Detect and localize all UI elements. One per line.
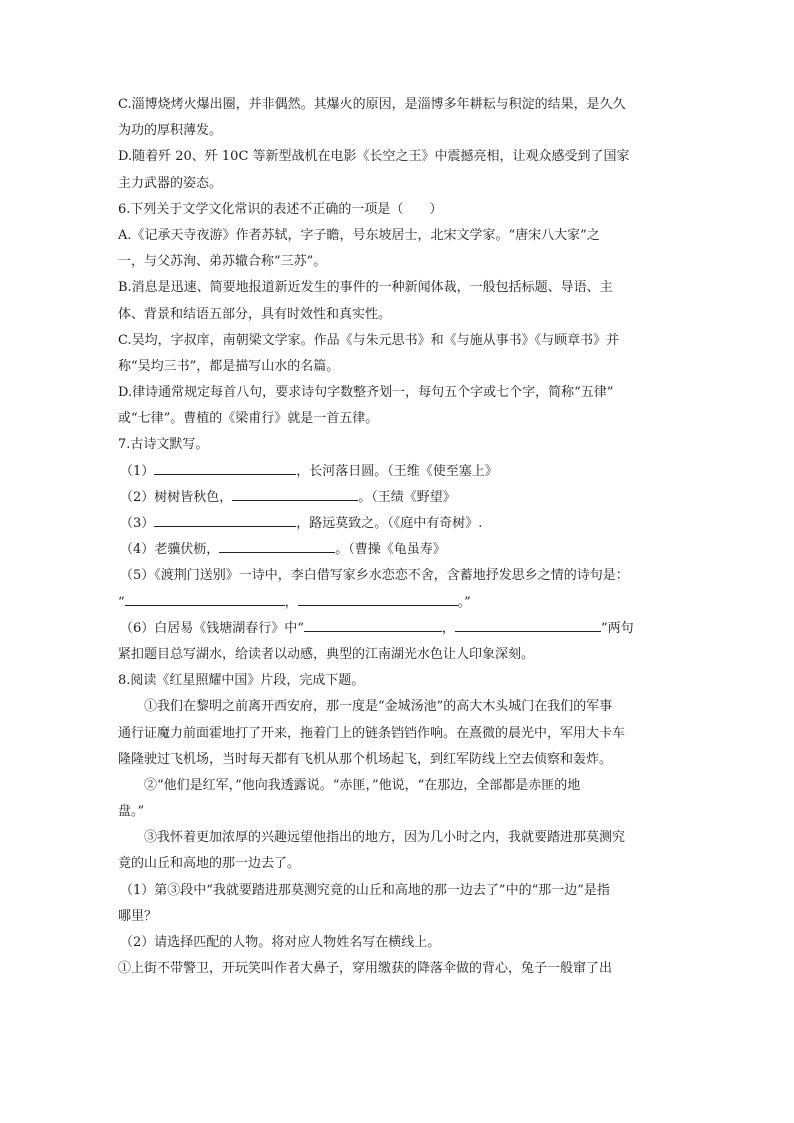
q7-item-6-comma: ， <box>441 620 455 636</box>
q7-item-4-blank[interactable] <box>219 538 335 553</box>
q7-item-3-prefix: （3） <box>120 516 155 531</box>
passage-p2-line-1: ②“他们是红军，”他向我透露说。“赤匪，”他说，“在那边，全部都是赤匪的地 <box>144 777 581 793</box>
passage-p3-line-2: 竟的山丘和高地的那一边去了。 <box>118 856 301 872</box>
question-8-stem: 8.阅读《红星照耀中国》片段，完成下题。 <box>118 673 365 689</box>
q7-item-5-open-quote: “ <box>118 594 125 610</box>
q7-item-1-prefix: （1） <box>120 463 155 479</box>
passage-p2-line-2: 盘。” <box>118 804 145 820</box>
q7-item-2-prefix: （2）树树皆秋色， <box>120 489 233 505</box>
question-7-stem: 7.古诗文默写。 <box>118 437 209 453</box>
q7-item-1-blank[interactable] <box>154 460 296 475</box>
passage-p1-line-3: 隆隆驶过飞机场，当时每天都有飞机从那个机场起飞，到红军防线上空去侦察和轰炸。 <box>118 751 613 767</box>
q7-item-1-suffix: ，长河落日圆。（王维《使至塞上》 <box>296 463 498 479</box>
q7-item-6-blank-2[interactable] <box>455 617 601 632</box>
q7-item-3-suffix: ，路远莫致之。（《庭中有奇树》. <box>296 516 483 531</box>
option-d-line-2: 主力武器的姿态。 <box>118 175 223 191</box>
passage-p3-line-1: ③我怀着更加浓厚的兴趣远望他指出的地方，因为几小时之内，我就要踏进那莫测究 <box>144 830 626 846</box>
q7-item-5-close-quote: 。” <box>457 594 471 610</box>
q7-item-6 <box>118 616 676 642</box>
option-d-line-1: D.随着歼 20、歼 10C 等新型战机在电影《长空之王》中震撼亮相，让观众感受到了国家 <box>118 149 630 165</box>
q8-sub-2: （2）请选择匹配的人物。将对应人物姓名写在横线上。 <box>120 935 441 950</box>
q7-item-4-prefix: （4）老骥伏枥， <box>120 542 220 558</box>
q6-option-a-line-2: 一，与父苏洵、弟苏辙合称“三苏”。 <box>118 254 327 270</box>
q7-item-3 <box>118 511 676 537</box>
q7-item-6-suffix: ”两句 <box>600 620 634 636</box>
q7-item-3-blank[interactable] <box>154 512 296 527</box>
passage-p1-line-2: 通行证魔力前面霍地打了开来，拖着门上的链条铛铛作响。在熹微的晨光中，军用大卡车 <box>118 725 626 741</box>
q7-item-5-comma: ， <box>284 594 298 610</box>
q7-item-5-answer <box>118 590 676 616</box>
question-6-stem: 6.下列关于文学文化常识的表述不正确的一项是（ ） <box>118 201 443 217</box>
q6-option-c-line-2: 称“吴均三书”，都是描写山水的名篇。 <box>118 358 340 374</box>
q6-option-b-line-2: 体、背景和结语五部分，具有时效性和真实性。 <box>118 306 392 322</box>
q8-sub-1-line-1: （1）第③段中“我就要踏进那莫测究竟的山丘和高地的那一边去了”中的“那一边”是指 <box>120 882 610 898</box>
q7-item-2 <box>118 485 676 511</box>
q6-option-c-line-1: C.吴均，字叔庠，南朝梁文学家。作品《与朱元思书》和《与施从事书》《与顾章书》并 <box>118 332 620 348</box>
q7-item-5-stem: （5）《渡荆门送别》一诗中，李白借写家乡水恋恋不舍，含蓄地抒发思乡之情的诗句是： <box>120 568 629 584</box>
q8-sub-2-item-1: ①上街不带警卫，开玩笑叫作者大鼻子，穿用缴获的降落伞做的背心，兔子一般窜了出 <box>118 961 613 977</box>
q6-option-d-line-1: D.律诗通常规定每首八句，要求诗句字数整齐划一，每句五个字或七个字，简称“五律” <box>118 385 614 401</box>
q6-option-d-line-2: 或“七律”。曹植的《梁甫行》就是一首五律。 <box>118 411 379 427</box>
q7-item-2-blank[interactable] <box>232 486 358 501</box>
q7-item-6-prefix: （6）白居易《钱塘湖春行》中“ <box>120 620 304 636</box>
passage-p1-line-1: ①我们在黎明之前离开西安府，那一度是“金城汤池”的高大木头城门在我们的军事 <box>144 699 613 715</box>
option-c-line-1: C.淄博烧烤火爆出圈，并非偶然。其爆火的原因，是淄博多年耕耘与积淀的结果，是久久 <box>118 97 626 112</box>
q6-option-b-line-1: B.消息是迅速、简要地报道新近发生的事件的一种新闻体裁，一般包括标题、导语、主 <box>118 280 613 296</box>
option-c-line-2: 为功的厚积薄发。 <box>118 123 223 139</box>
q7-item-5-blank-1[interactable] <box>125 591 285 606</box>
q7-item-4-suffix: 。（曹操《龟虽寿》 <box>335 542 446 558</box>
q6-option-a-line-1: A.《记承天寺夜游》作者苏轼，字子瞻，号东坡居士，北宋文学家。“唐宋八大家”之 <box>118 227 600 243</box>
q7-item-6-line-2: 紧扣题目总写湖水，给读者以动感，典型的江南湖光水色让人印象深刻。 <box>118 646 535 662</box>
q7-item-1 <box>118 459 676 485</box>
q7-item-6-blank-1[interactable] <box>304 617 442 632</box>
q7-item-2-suffix: 。（王绩《野望》 <box>358 489 456 505</box>
q8-sub-1-line-2: 哪里？ <box>118 908 158 924</box>
q7-item-4 <box>118 537 676 563</box>
q7-item-5-blank-2[interactable] <box>298 591 458 606</box>
